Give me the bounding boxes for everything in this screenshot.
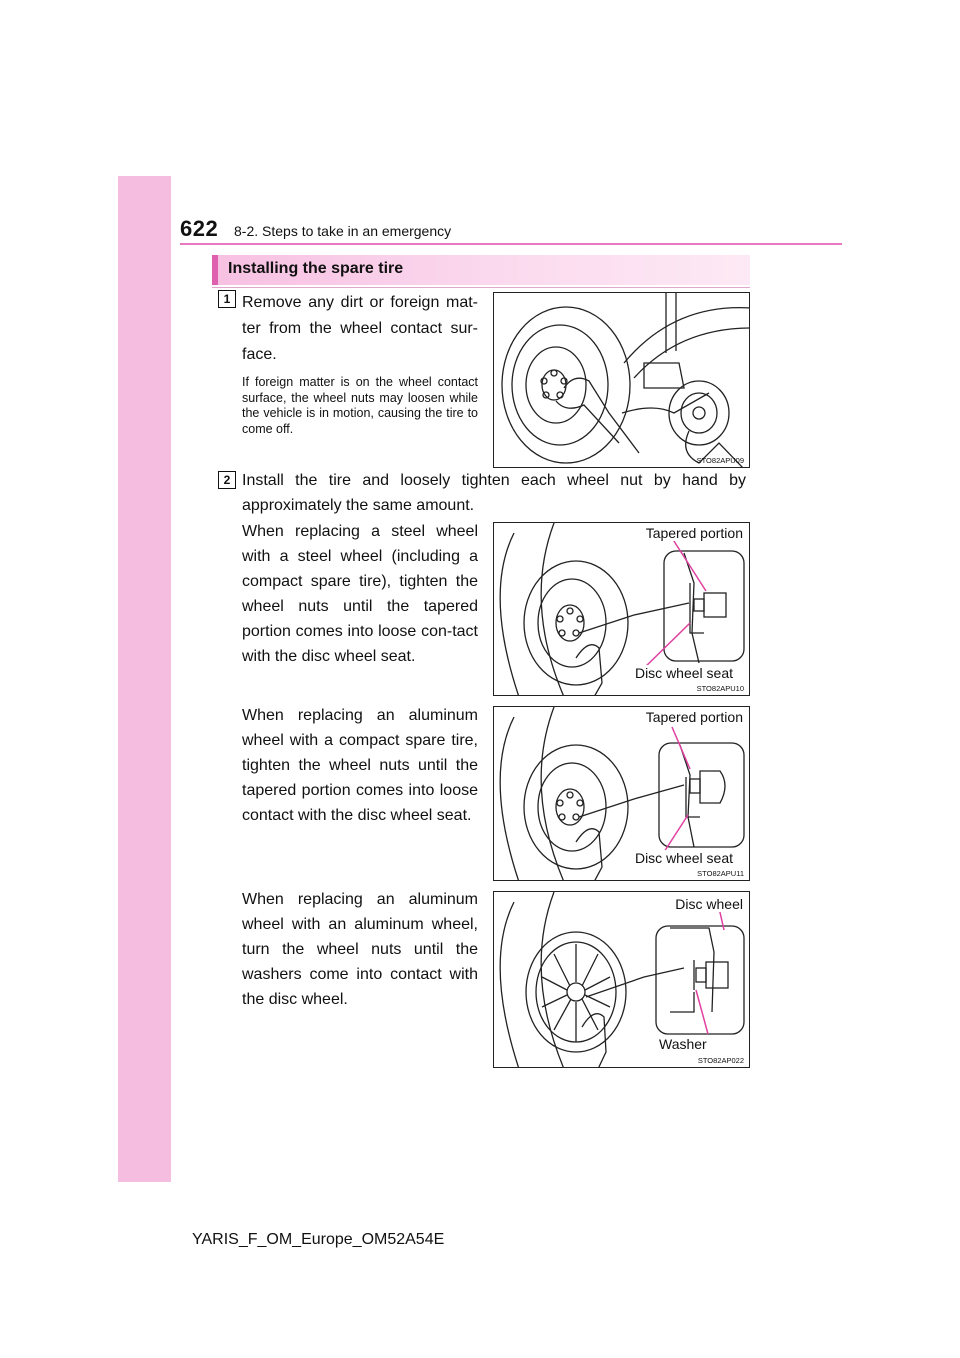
case-aluminum-compact-text: When replacing an aluminum wheel with a compact spare tire, tighten the wheel nuts until the tapered portion comes into loose contact with the disc wheel seat. <box>242 707 478 824</box>
figure-aluminum-washer-nut <box>493 891 750 1068</box>
figure-aluminum-compact-nut <box>493 706 750 881</box>
subheading-title: Installing the spare tire <box>228 260 404 277</box>
subheading-banner <box>212 255 750 285</box>
callout-washer: Washer <box>659 1036 707 1052</box>
figure-code: STO82APU10 <box>696 684 744 693</box>
header-divider <box>180 243 842 245</box>
subheading-accent-bar <box>212 255 218 285</box>
callout-tapered-portion: Tapered portion <box>645 525 743 541</box>
section-title: 8-2. Steps to take in an emergency <box>234 223 452 239</box>
step-1-note: If foreign matter is on the wheel contact surface, the wheel nuts may loosen while the vehicle is in motion, causing the tire to come off. <box>242 375 478 436</box>
step-number-1: 1 <box>218 290 236 308</box>
callout-disc-wheel-seat: Disc wheel seat <box>634 850 733 866</box>
page-number: 622 <box>180 216 219 241</box>
figure-clean-wheel-contact <box>493 292 750 468</box>
callout-tapered-portion: Tapered portion <box>645 709 743 725</box>
wheel-cleaning-illustration <box>494 293 750 468</box>
step-number-2: 2 <box>218 471 236 489</box>
callout-disc-wheel-seat: Disc wheel seat <box>634 665 733 681</box>
document-footer-code: YARIS_F_OM_Europe_OM52A54E <box>192 1231 445 1248</box>
figure-code: STO82APU11 <box>697 869 744 878</box>
step-1-text: Remove any dirt or foreign mat-ter from the wheel contact sur-face. <box>242 294 478 363</box>
figure-steel-wheel-nut <box>493 522 750 696</box>
figure-code: STO82APU09 <box>696 456 744 465</box>
case-steel-steel-text: When replacing a steel wheel with a steel wheel (including a compact spare tire), tighten the wheel nuts until the tapered portion comes into loose con-tact with the disc wheel seat. <box>242 523 478 665</box>
figure-code: STO82AP022 <box>697 1056 744 1065</box>
step-2-text: Install the tire and loosely tighten each wheel nut by hand by approximately the same amount. <box>242 472 746 514</box>
chapter-sidebar-tab <box>118 176 171 1182</box>
subheading-divider <box>212 287 750 288</box>
aluminum-wheel-illustration <box>494 892 750 1068</box>
callout-disc-wheel: Disc wheel <box>675 896 743 912</box>
case-aluminum-aluminum-text: When replacing an aluminum wheel with an aluminum wheel, turn the wheel nuts until the washers come into contact with the disc wheel. <box>242 891 478 1008</box>
